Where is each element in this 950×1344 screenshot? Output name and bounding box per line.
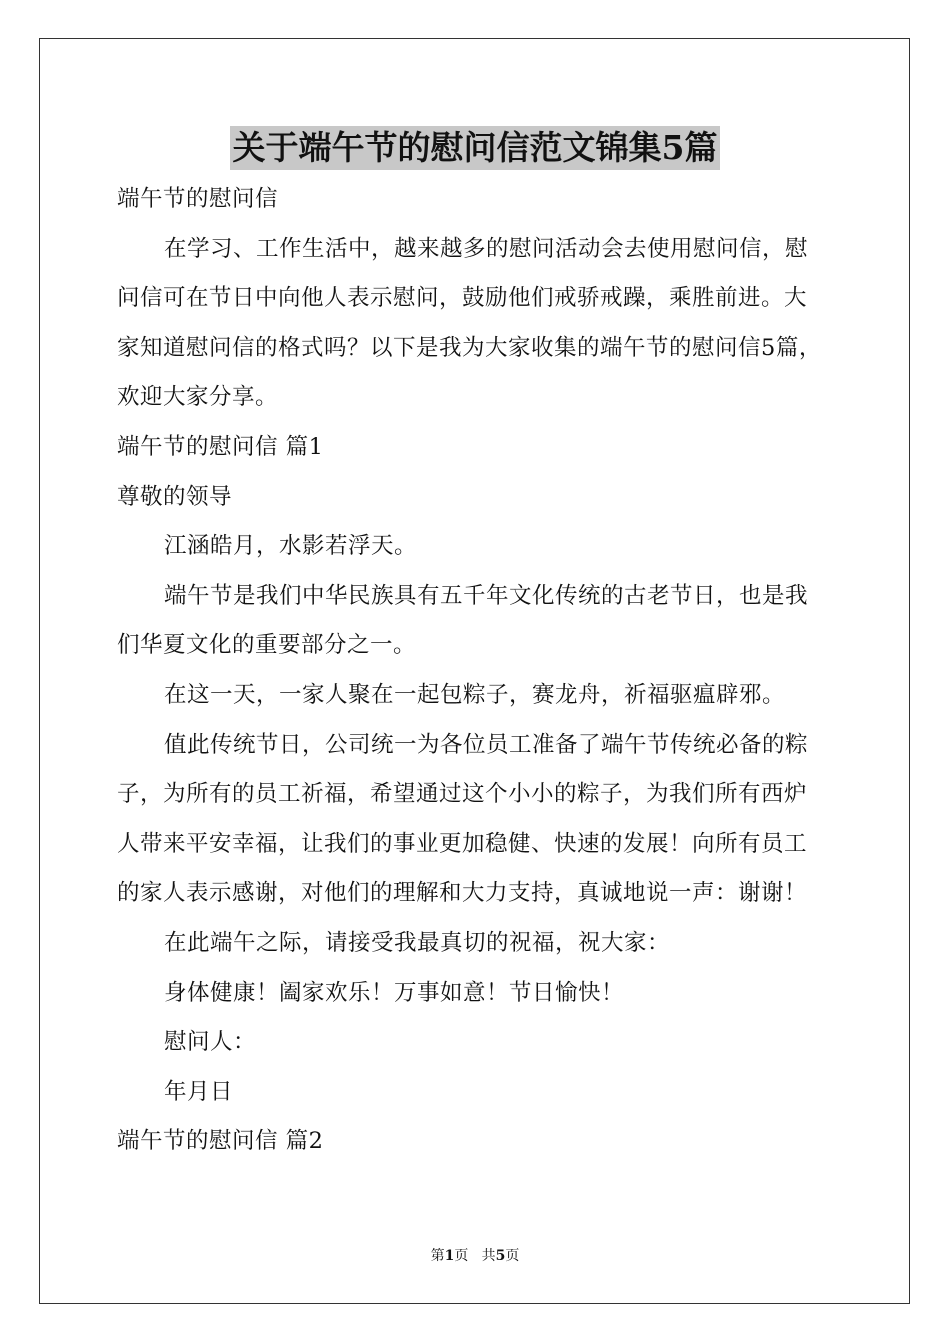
paragraph-line: 值此传统节日，公司统一为各位员工准备了端午节传统必备的粽 bbox=[164, 731, 809, 758]
paragraph-line: 欢迎大家分享。 bbox=[117, 384, 279, 411]
paragraph-line: 江涵皓月，水影若浮天。 bbox=[164, 533, 418, 560]
document-body bbox=[117, 175, 837, 1167]
paragraph-line: 端午节的慰问信 bbox=[117, 186, 279, 212]
section-heading: 端午节的慰问信 篇1 bbox=[117, 433, 324, 460]
footer-total-pages: 5 bbox=[495, 1248, 506, 1264]
paragraph-line: 家知道慰问信的格式吗？以下是我为大家收集的端午节的慰问信5篇， bbox=[117, 334, 822, 361]
page-footer bbox=[0, 1247, 950, 1265]
section-heading: 端午节的慰问信 篇2 bbox=[117, 1128, 324, 1155]
paragraph-line: 的家人表示感谢，对他们的理解和大力支持，真诚地说一声：谢谢！ bbox=[117, 880, 808, 907]
paragraph-line: 问信可在节日中向他人表示慰问，鼓励他们戒骄戒躁，乘胜前进。大 bbox=[117, 285, 808, 312]
title-container bbox=[0, 126, 950, 170]
footer-total-suffix: 页 bbox=[505, 1248, 520, 1264]
footer-total-prefix: 共 bbox=[481, 1248, 496, 1264]
paragraph-line: 尊敬的领导 bbox=[117, 483, 233, 510]
footer-page-number: 1 bbox=[444, 1248, 455, 1264]
footer-page-suffix: 页 bbox=[454, 1248, 469, 1264]
paragraph-line: 子，为所有的员工祈福，希望通过这个小小的粽子，为我们所有西炉 bbox=[117, 781, 808, 808]
paragraph-line: 身体健康！阖家欢乐！万事如意！节日愉快！ bbox=[164, 979, 625, 1006]
paragraph-line: 在学习、工作生活中，越来越多的慰问活动会去使用慰问信，慰 bbox=[164, 235, 809, 262]
paragraph-line: 端午节是我们中华民族具有五千年文化传统的古老节日，也是我 bbox=[164, 582, 809, 609]
footer-prefix: 第 bbox=[430, 1248, 445, 1264]
paragraph-line: 人带来平安幸福，让我们的事业更加稳健、快速的发展！向所有员工 bbox=[117, 830, 808, 857]
paragraph-line: 慰问人： bbox=[164, 1029, 257, 1056]
paragraph-line: 在此端午之际，请接受我最真切的祝福，祝大家： bbox=[164, 929, 671, 956]
paragraph-line: 们华夏文化的重要部分之一。 bbox=[117, 632, 417, 659]
paragraph-line: 在这一天，一家人聚在一起包粽子，赛龙舟，祈福驱瘟辟邪。 bbox=[164, 681, 786, 708]
paragraph-line: 年月日 bbox=[164, 1078, 234, 1105]
document-title: 关于端午节的慰问信范文锦集5篇 bbox=[230, 126, 721, 170]
